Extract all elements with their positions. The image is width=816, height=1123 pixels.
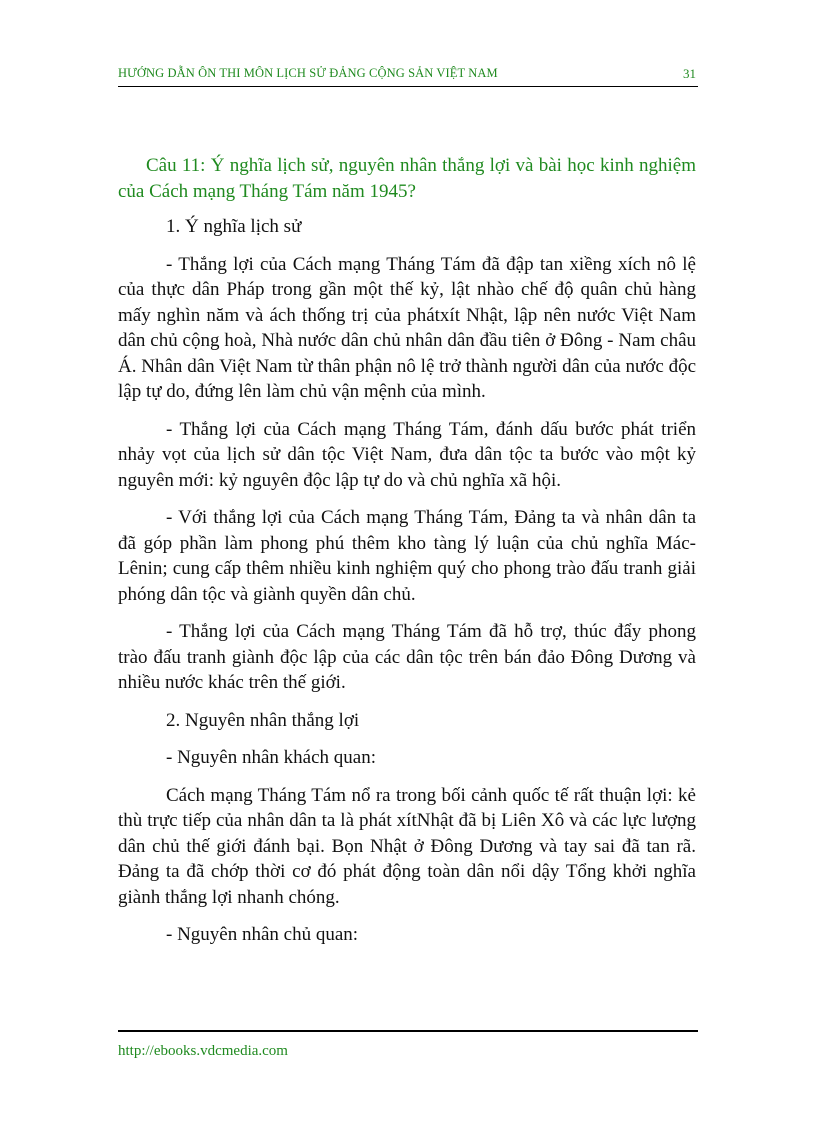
subjective-cause-heading: - Nguyên nhân chủ quan: (166, 924, 359, 945)
objective-cause-heading: - Nguyên nhân khách quan: (166, 747, 376, 768)
paragraph: Cách mạng Tháng Tám nổ ra trong bối cảnh quốc tế rất thuận lợi: kẻ thù trực tiếp của nhân dân ta là phát xítNhật đã bị Liên Xô và các lực lượng dân chủ thế giới đánh bại. Bọn Nhật ở Đông Dương và tay sai đã tan rã. Đảng ta đã chớp thời cơ đó phát động toàn dân nổi dậy Tổng khởi nghĩa giành thắng lợi nhanh chóng. (118, 784, 696, 908)
header-title: HƯỚNG DẪN ÔN THI MÔN LỊCH SỬ ĐẢNG CỘNG SẢN VIỆT NAM (118, 66, 498, 80)
paragraph: - Thắng lợi của Cách mạng Tháng Tám đã đập tan xiềng xích nô lệ của thực dân Pháp trong gần một thế kỷ, lật nhào chế độ quân chủ hàng mấy nghìn năm và ách thống trị của phátxít Nhật, lập nên nước Việt Nam dân chủ cộng hoà, Nhà nước dân chủ nhân dân đầu tiên ở Đông - Nam châu Á. Nhân dân Việt Nam từ thân phận nô lệ trở thành người dân của nước độc lập tự do, đứng lên làm chủ vận mệnh của mình. (118, 253, 696, 402)
section-heading-2: 2. Nguyên nhân thắng lợi (166, 709, 360, 731)
page-header (118, 64, 698, 87)
document-body (118, 153, 696, 960)
footer-url-link[interactable]: http://ebooks.vdcmedia.com (118, 1043, 288, 1059)
paragraph: - Thắng lợi của Cách mạng Tháng Tám, đánh dấu bước phát triển nhảy vọt của lịch sử dân tộc Việt Nam, đưa dân tộc ta bước vào một kỷ nguyên mới: kỷ nguyên độc lập tự do và chủ nghĩa xã hội. (118, 418, 696, 491)
question-heading: Câu 11: Ý nghĩa lịch sử, nguyên nhân thắng lợi và bài học kinh nghiệm của Cách mạng Tháng Tám năm 1945? (118, 155, 696, 202)
paragraph: - Thắng lợi của Cách mạng Tháng Tám đã hỗ trợ, thúc đẩy phong trào đấu tranh giành độc lập của các dân tộc trên bán đảo Đông Dương và nhiều nước khác trên thế giới. (118, 621, 696, 693)
footer-divider (118, 1030, 698, 1032)
page-number: 31 (683, 66, 696, 81)
section-heading-1: 1. Ý nghĩa lịch sử (166, 216, 302, 237)
paragraph: - Với thắng lợi của Cách mạng Tháng Tám, Đảng ta và nhân dân ta đã góp phần làm phong phú thêm kho tàng lý luận của chủ nghĩa Mác-Lênin; cung cấp thêm nhiều kinh nghiệm quý cho phong trào đấu tranh giải phóng dân tộc và giành quyền dân chủ. (118, 507, 696, 605)
